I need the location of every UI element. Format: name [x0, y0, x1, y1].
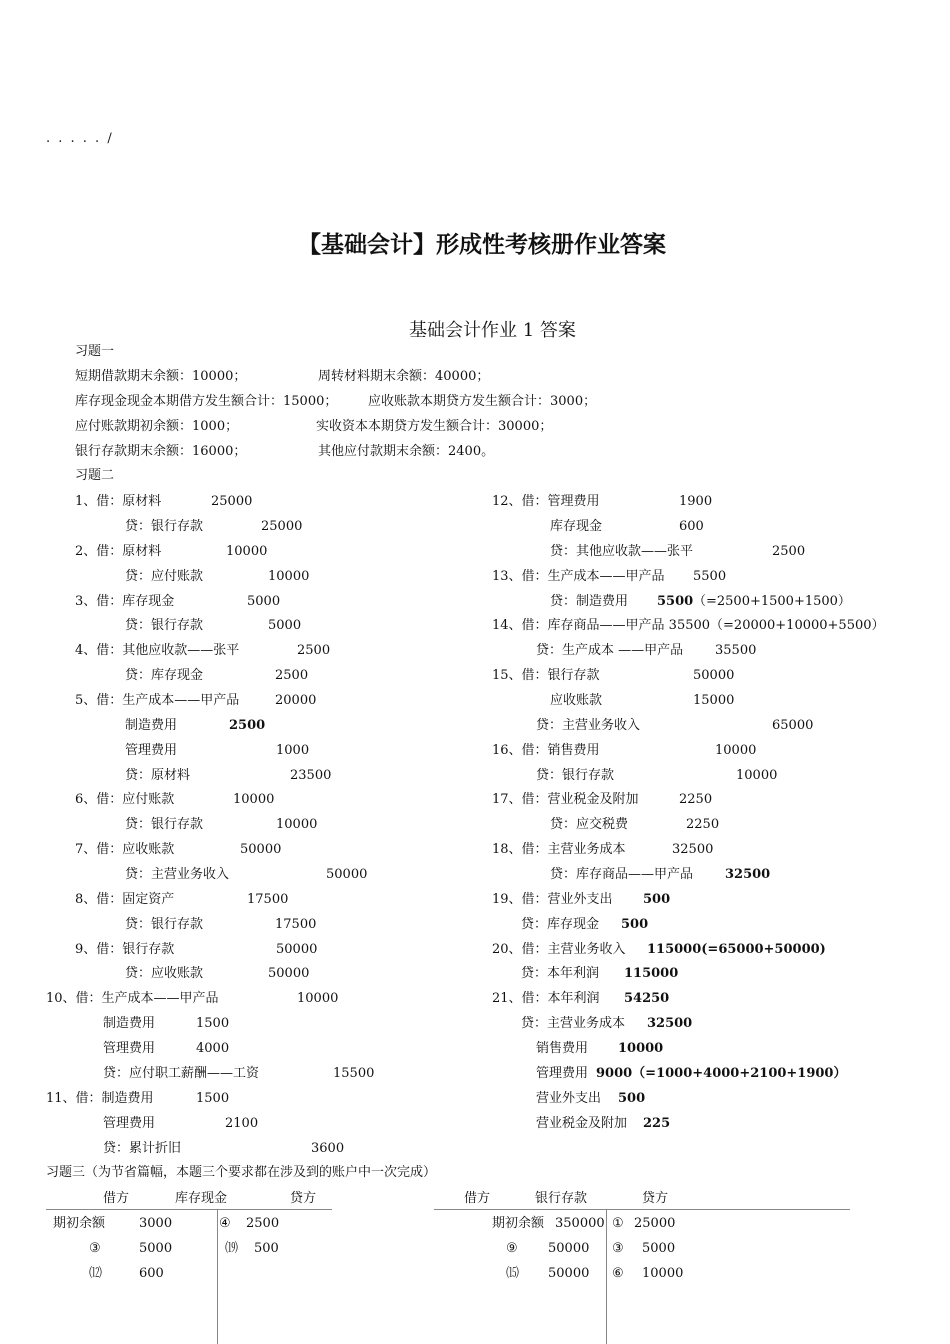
- entry-amount: 10000: [618, 1041, 664, 1056]
- entry-amount: 10000: [736, 768, 778, 783]
- entry-amount: 10000: [715, 743, 757, 758]
- entry-label: 3、借：库存现金: [75, 594, 175, 609]
- entry-label: 库存现金: [550, 519, 603, 534]
- ex1-row-2-left: 库存现金现金本期借方发生额合计：15000；: [75, 394, 338, 409]
- entry-label: 贷：应交税费: [550, 817, 629, 832]
- t-account-item: ⑥: [612, 1266, 624, 1281]
- entry-amount: 50000: [276, 942, 318, 957]
- t-account-item: ⒂: [506, 1266, 520, 1281]
- page-subtitle: 基础会计作业 1 答案: [409, 320, 576, 341]
- entry-amount: 600: [679, 519, 704, 534]
- entry-label: 10、借：生产成本——甲产品: [46, 991, 219, 1006]
- entry-label: 贷：累计折旧: [103, 1141, 182, 1156]
- ex1-row-4-left: 银行存款期末余额：16000；: [75, 444, 247, 459]
- entry-amount: 1900: [679, 494, 713, 509]
- entry-amount: 500: [621, 917, 649, 932]
- entry-amount: 3600: [311, 1141, 345, 1156]
- t-account-item: ③: [612, 1241, 624, 1256]
- entry-amount: 5500: [693, 569, 727, 584]
- ex3-heading: 习题三（为节省篇幅，本题三个要求都在涉及到的账户中一次完成）: [46, 1165, 437, 1180]
- entry-label: 6、借：应付账款: [75, 792, 175, 807]
- t-account-item: ④: [219, 1216, 231, 1231]
- entry-label: 20、借：主营业务收入: [492, 942, 626, 957]
- entry-label: 21、借：本年利润: [492, 991, 600, 1006]
- entry-amount: 225: [643, 1116, 671, 1131]
- entry-amount: 20000: [275, 693, 317, 708]
- entry-label: 贷：库存商品——甲产品: [550, 867, 694, 882]
- entry-amount: 32500: [672, 842, 714, 857]
- t-account-amount: 25000: [634, 1216, 676, 1231]
- t-account-amount: 2500: [246, 1216, 280, 1231]
- entry-label: 贷：制造费用: [550, 594, 629, 609]
- entry-amount: 115000(=65000+50000): [647, 942, 826, 957]
- t-account-divider: [606, 1209, 607, 1344]
- t-account-debit-label: 借方: [103, 1191, 130, 1206]
- t-account-name: 库存现金: [175, 1191, 228, 1206]
- entry-label: 贷：银行存款: [125, 917, 204, 932]
- entry-label: 贷：银行存款: [125, 817, 204, 832]
- entry-label: 贷：生产成本 ——甲产品: [536, 643, 684, 658]
- entry-amount: 65000: [772, 718, 814, 733]
- entry-amount: 115000: [624, 966, 679, 981]
- page-title: 【基础会计】形成性考核册作业答案: [298, 232, 666, 258]
- entry-amount: 32500: [647, 1016, 693, 1031]
- entry-amount: 9000（=1000+4000+2100+1900）: [596, 1066, 847, 1081]
- t-account-amount: 50000: [548, 1266, 590, 1281]
- t-account-amount: 3000: [139, 1216, 173, 1231]
- entry-amount: 2500: [772, 544, 806, 559]
- entry-amount: 1500: [196, 1091, 230, 1106]
- t-account-credit-label: 贷方: [642, 1191, 669, 1206]
- entry-label: 19、借：营业外支出: [492, 892, 613, 907]
- entry-amount: 1500: [196, 1016, 230, 1031]
- t-account-name: 银行存款: [535, 1191, 588, 1206]
- t-account-item: ③: [89, 1241, 101, 1256]
- entry-amount: 2500: [275, 668, 309, 683]
- t-account-amount: 50000: [548, 1241, 590, 1256]
- entry-label: 贷：库存现金: [125, 668, 204, 683]
- entry-label: 18、借：主营业务成本: [492, 842, 626, 857]
- entry-label: 贷：银行存款: [536, 768, 615, 783]
- entry-amount: 10000: [276, 817, 318, 832]
- entry-amount: 10000: [226, 544, 268, 559]
- entry-amount: 25000: [261, 519, 303, 534]
- entry-amount: 10000: [233, 792, 275, 807]
- entry-label: 2、借：原材料: [75, 544, 162, 559]
- header-mark: . . . . . /: [46, 131, 114, 146]
- entry-amount: 1000: [276, 743, 310, 758]
- entry-label: 11、借：制造费用: [46, 1091, 154, 1106]
- t-account-debit-label: 借方: [464, 1191, 491, 1206]
- entry-amount: 50000: [240, 842, 282, 857]
- t-account-item: 期初余额: [492, 1216, 545, 1231]
- t-account-amount: 500: [254, 1241, 279, 1256]
- entry-label: 贷：应付账款: [125, 569, 204, 584]
- entry-label: 7、借：应收账款: [75, 842, 175, 857]
- entry-label: 14、借：库存商品——甲产品 35500（=20000+10000+5500）: [492, 618, 885, 633]
- entry-label: 贷：银行存款: [125, 618, 204, 633]
- t-account-credit-label: 贷方: [290, 1191, 317, 1206]
- entry-label: 13、借：生产成本——甲产品: [492, 569, 665, 584]
- entry-amount: 15000: [693, 693, 735, 708]
- entry-amount: 5000: [247, 594, 281, 609]
- entry-amount: 500: [618, 1091, 646, 1106]
- entry-amount: 17500: [275, 917, 317, 932]
- entry-amount: 32500: [725, 867, 771, 882]
- entry-label: 贷：银行存款: [125, 519, 204, 534]
- ex1-row-3-right: 实收资本本期贷方发生额合计：30000；: [316, 419, 553, 434]
- entry-label: 营业外支出: [536, 1091, 602, 1106]
- entry-label: 贷：主营业务收入: [536, 718, 641, 733]
- ex1-row-1-left: 短期借款期末余额：10000；: [75, 369, 247, 384]
- entry-label: 9、借：银行存款: [75, 942, 175, 957]
- t-account-item: 期初余额: [53, 1216, 106, 1231]
- entry-label: 1、借：原材料: [75, 494, 162, 509]
- t-account-item: ①: [612, 1216, 624, 1231]
- entry-amount: 10000: [297, 991, 339, 1006]
- entry-amount: 2250: [686, 817, 720, 832]
- entry-label: 贷：应收账款: [125, 966, 204, 981]
- entry-label: 贷：其他应收款——张平: [550, 544, 694, 559]
- t-account-amount: 350000: [555, 1216, 605, 1231]
- entry-amount: 10000: [268, 569, 310, 584]
- entry-label: 销售费用: [536, 1041, 589, 1056]
- ex1-row-2-right: 应收账款本期贷方发生额合计：3000；: [368, 394, 597, 409]
- entry-label: 5、借：生产成本——甲产品: [75, 693, 240, 708]
- entry-label: 制造费用: [125, 718, 178, 733]
- entry-amount: 50000: [268, 966, 310, 981]
- entry-amount: 50000: [693, 668, 735, 683]
- ex1-heading: 习题一: [75, 344, 115, 359]
- entry-amount: 2500: [297, 643, 331, 658]
- ex1-row-3-left: 应付账款期初余额：1000；: [75, 419, 239, 434]
- entry-label: 17、借：营业税金及附加: [492, 792, 639, 807]
- entry-amount: 35500: [715, 643, 757, 658]
- ex2-heading: 习题二: [75, 468, 115, 483]
- entry-label: 贷：本年利润: [521, 966, 600, 981]
- entry-amount: 2250: [679, 792, 713, 807]
- entry-amount: 50000: [326, 867, 368, 882]
- entry-amount: 500: [643, 892, 671, 907]
- entry-label: 贷：主营业务成本: [521, 1016, 626, 1031]
- entry-label: 12、借：管理费用: [492, 494, 600, 509]
- entry-amount: 5500: [657, 594, 694, 609]
- entry-amount: 2100: [225, 1116, 259, 1131]
- entry-amount: 4000: [196, 1041, 230, 1056]
- entry-label: 应收账款: [550, 693, 603, 708]
- entry-label: 管理费用: [103, 1116, 156, 1131]
- ex1-row-1-right: 周转材料期末余额：40000；: [318, 369, 490, 384]
- entry-label: 16、借：销售费用: [492, 743, 600, 758]
- ex1-row-4-right: 其他应付款期末余额：2400。: [318, 444, 495, 459]
- entry-note: （=2500+1500+1500）: [693, 594, 851, 609]
- entry-label: 管理费用: [125, 743, 178, 758]
- entry-amount: 54250: [624, 991, 670, 1006]
- t-account-divider: [217, 1209, 218, 1344]
- entry-amount: 5000: [268, 618, 302, 633]
- entry-label: 贷：应付职工薪酬——工资: [103, 1066, 260, 1081]
- entry-amount: 2500: [229, 718, 266, 733]
- entry-label: 贷：库存现金: [521, 917, 600, 932]
- t-account-amount: 600: [139, 1266, 164, 1281]
- entry-label: 贷：主营业务收入: [125, 867, 230, 882]
- entry-amount: 15500: [333, 1066, 375, 1081]
- t-account-amount: 5000: [139, 1241, 173, 1256]
- entry-label: 制造费用: [103, 1016, 156, 1031]
- t-account-amount: 5000: [642, 1241, 676, 1256]
- entry-amount: 17500: [247, 892, 289, 907]
- t-account-item: ⑿: [89, 1266, 103, 1281]
- entry-label: 管理费用: [103, 1041, 156, 1056]
- entry-amount: 25000: [211, 494, 253, 509]
- entry-amount: 23500: [290, 768, 332, 783]
- entry-label: 4、借：其他应收款——张平: [75, 643, 240, 658]
- entry-label: 15、借：银行存款: [492, 668, 600, 683]
- t-account-rule: [46, 1209, 332, 1210]
- entry-label: 8、借：固定资产: [75, 892, 175, 907]
- entry-label: 贷：原材料: [125, 768, 191, 783]
- t-account-item: ⑨: [506, 1241, 518, 1256]
- t-account-rule: [434, 1209, 850, 1210]
- t-account-item: ⒆: [225, 1241, 239, 1256]
- entry-label: 管理费用: [536, 1066, 589, 1081]
- entry-label: 营业税金及附加: [536, 1116, 628, 1131]
- t-account-amount: 10000: [642, 1266, 684, 1281]
